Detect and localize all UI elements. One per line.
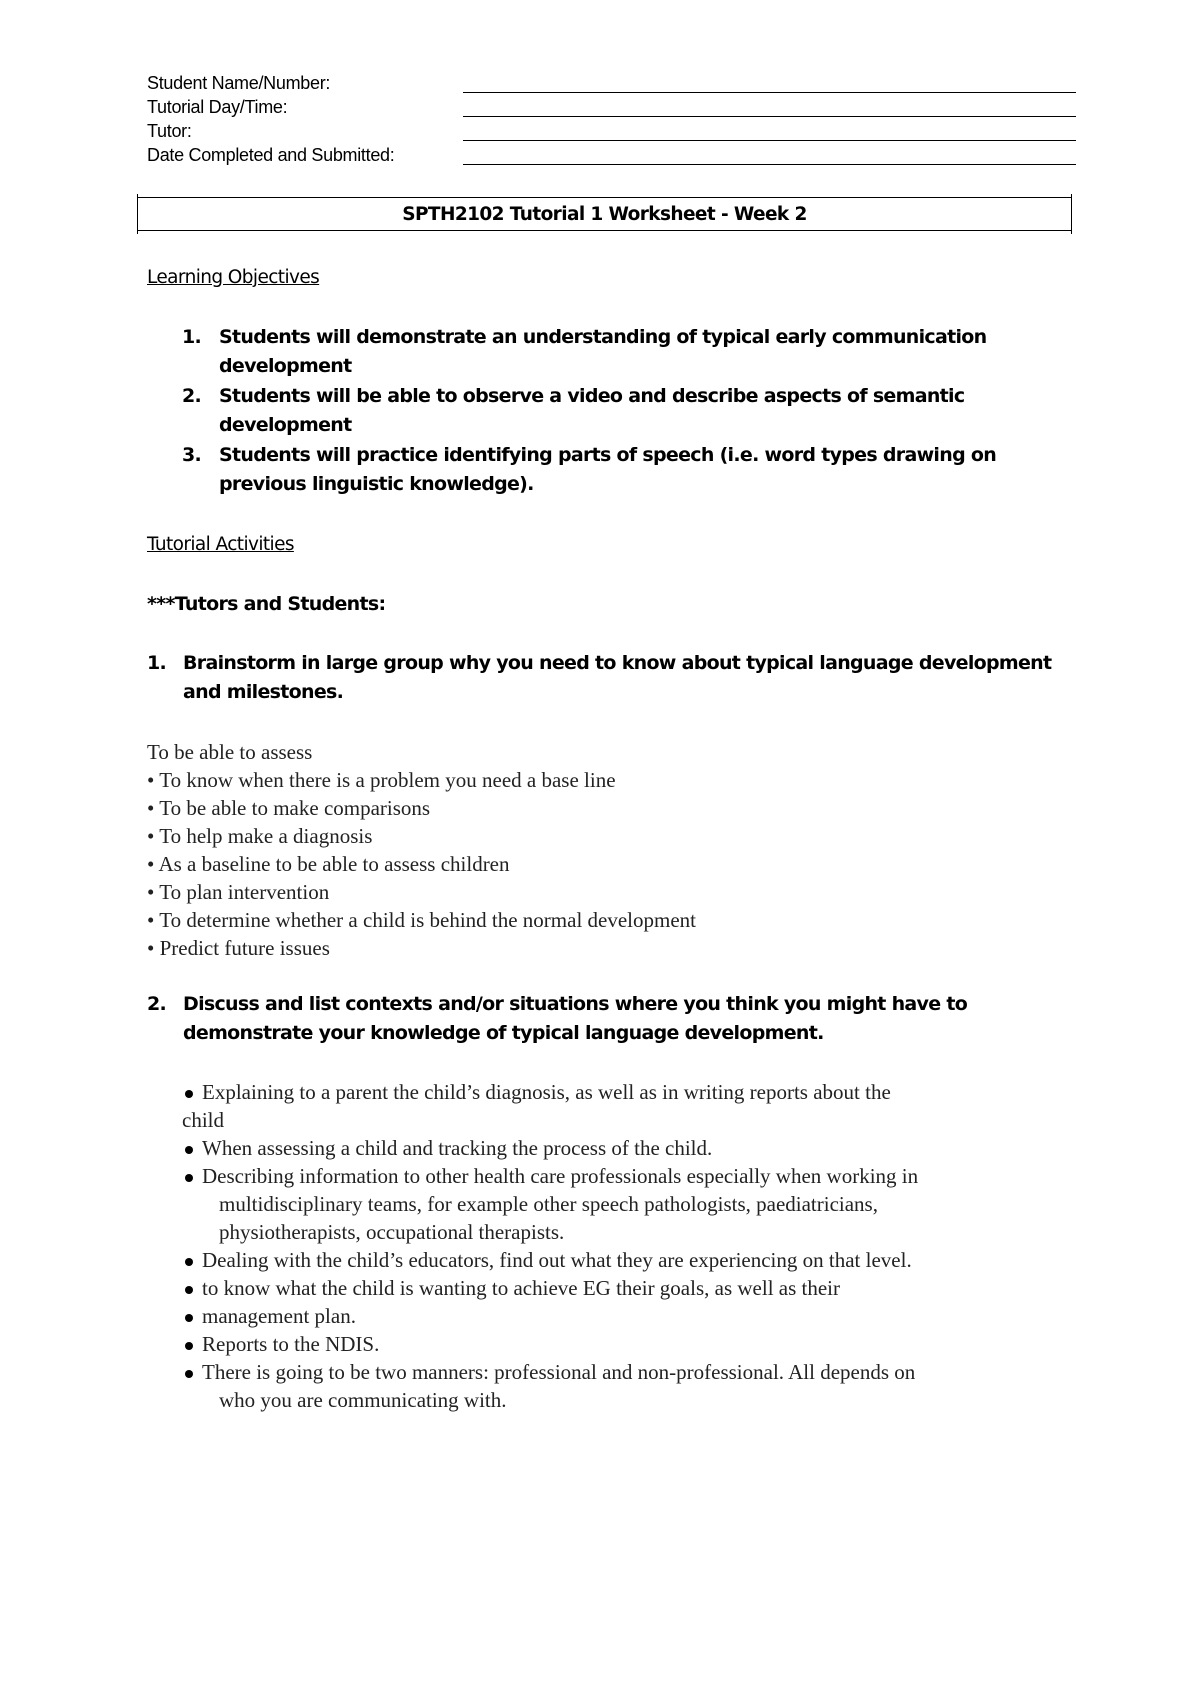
date-submitted-field xyxy=(147,145,1077,169)
answer-line: • To help make a diagnosis xyxy=(147,824,373,848)
learning-objectives-heading: Learning Objectives xyxy=(147,267,320,288)
bullet-dot xyxy=(185,1146,193,1154)
bullet-dot xyxy=(185,1314,193,1322)
bullet-dot xyxy=(185,1342,193,1350)
tutors-students-intro: ***Tutors and Students: xyxy=(147,593,386,615)
bullet-text: Dealing with the child’s educators, find out what they are experiencing on that level. xyxy=(202,1248,912,1272)
tutorial-day-field xyxy=(147,97,1077,121)
bullet-dot xyxy=(185,1174,193,1182)
bullet-text: Explaining to a parent the child’s diagnosis, as well as in writing reports about the xyxy=(202,1080,891,1104)
field-label: Date Completed and Submitted: xyxy=(147,145,395,165)
answer-line: • Predict future issues xyxy=(147,936,330,960)
answer-line: • To know when there is a problem you need a base line xyxy=(147,768,616,792)
answer-line: To be able to assess xyxy=(147,740,313,764)
bullet-text: management plan. xyxy=(202,1304,356,1328)
student-name-field xyxy=(147,73,1077,97)
page-title: SPTH2102 Tutorial 1 Worksheet - Week 2 xyxy=(402,204,807,225)
answer-line: • To plan intervention xyxy=(147,880,330,904)
bullet-text: Describing information to other health care professionals especially when working in xyxy=(202,1164,919,1188)
bullet-text: multidisciplinary teams, for example other speech pathologists, paediatricians, xyxy=(219,1192,878,1216)
field-label: Tutor: xyxy=(147,121,192,141)
bullet-text: to know what the child is wanting to achieve EG their goals, as well as their xyxy=(202,1276,841,1300)
worksheet-page: Student Name/Number: Tutorial Day/Time: Tutor: Date Completed and Submitted: SPTH2102 Tutorial 1 Worksheet - Week 2 Learning Objectives 1. Students will demonstrate an understanding of typical early communication development 2. Students will be able to observe a video and describe aspects of semantic development 3. Students will practice identifying parts of speech (i.e. word types drawing on previous linguistic knowledge). Tutorial Activities ***Tutors and Students: 1. Brainstorm in large group why you need to know about typical language development and milestones. To be able to assess • To know when there is a problem you need a base line • To be able to make comparisons • To help make a diagnosis • As a baseline to be able to assess children • To plan intervention • To determine whether a child is behind the normal development • Predict future issues 2. Discuss and list contexts and/or situations where you think you might have to demonstrate your knowledge of typical language development. Explaining to a parent the child’s diagnosis, as well as in writing reports about the child When assessing a child and tracking the process of the child. Describing information to other health care professionals especially when working in multidisciplinary teams, for example other speech pathologists, paediatricians, physiotherapists, occupational therapists. Dealing with the child’s educators, find out what they are experiencing on that level. to know what the child is wanting to achieve EG their goals, as well as their management plan. Reports to the NDIS. There is going to be two manners: professional and non-professional. All depends on who you are communicating with. xyxy=(0,0,1200,1696)
tutor-field xyxy=(147,121,1077,145)
field-label: Student Name/Number: xyxy=(147,73,331,93)
bullet-dot xyxy=(185,1258,193,1266)
bullet-dot xyxy=(185,1286,193,1294)
field-blank-line[interactable] xyxy=(463,164,1076,165)
answer-line: • To be able to make comparisons xyxy=(147,796,431,820)
field-blank-line[interactable] xyxy=(463,116,1076,117)
bullet-text: physiotherapists, occupational therapists. xyxy=(219,1220,565,1244)
tutorial-activities-heading: Tutorial Activities xyxy=(147,534,294,555)
field-label: Tutorial Day/Time: xyxy=(147,97,288,117)
bullet-text: When assessing a child and tracking the process of the child. xyxy=(202,1136,713,1160)
title-box xyxy=(137,197,1072,231)
bullet-text: Reports to the NDIS. xyxy=(202,1332,380,1356)
field-blank-line[interactable] xyxy=(463,92,1076,93)
answer-line: • To determine whether a child is behind the normal development xyxy=(147,908,697,932)
bullet-dot xyxy=(185,1370,193,1378)
field-blank-line[interactable] xyxy=(463,140,1076,141)
answer-line: • As a baseline to be able to assess children xyxy=(147,852,510,876)
bullet-text: who you are communicating with. xyxy=(219,1388,507,1412)
bullet-dot xyxy=(185,1090,193,1098)
bullet-text: There is going to be two manners: professional and non-professional. All depends on xyxy=(202,1360,916,1384)
bullet-text: child xyxy=(182,1108,224,1132)
